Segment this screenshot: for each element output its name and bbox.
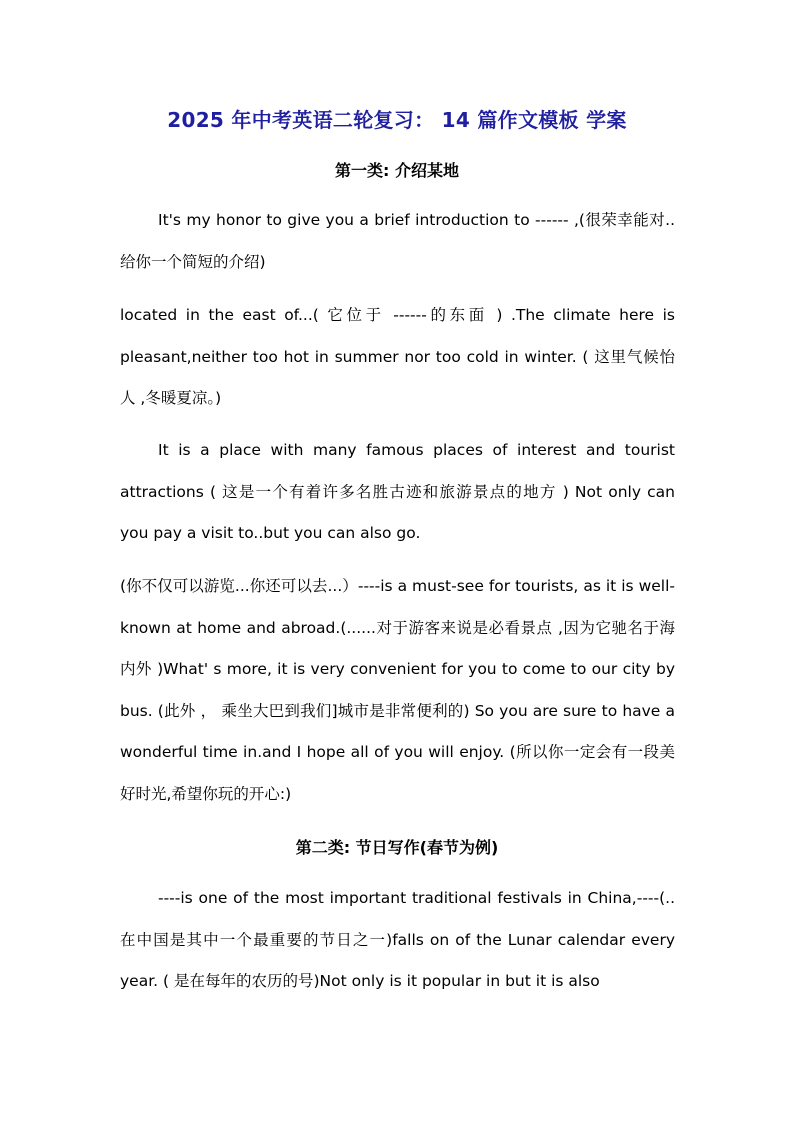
section-heading-1: 第一类: 介绍某地 (335, 161, 459, 180)
paragraph-1-4: (你不仅可以游览...你还可以去...）----is a must-see for tourists, as it is well-known at home and abroad.(......对于游客来说是必看景点 ,因为它驰名于海内外 )What' s more, it is very convenient for you to come to our city by bus. (此外 ， 乘坐大巴到我们]城市是非常便利的) So you are sure to have a wonderful time in.and I hope all of you will enjoy. (所以你一定会有一段美好时光,希望你玩的开心:) (120, 577, 675, 803)
paragraph-1-3: It is a place with many famous places of interest and tourist attractions ( 这是一个有着许多名胜古迹和旅游景点的地方 ) Not only can you pay a visit to..but you can also go. (120, 441, 675, 542)
paragraph-2-1: ----is one of the most important traditional festivals in China,----(..在中国是其中一个最重要的节日之一)falls on of the Lunar calendar every year. ( 是在每年的农历的号)Not only is it popular in but it is also (120, 889, 675, 990)
section-heading-2: 第二类: 节日写作(春节为例) (295, 838, 499, 857)
document-title: 2025 年中考英语二轮复习： 14 篇作文模板 学案 (167, 108, 627, 132)
paragraph-1-2: located in the east of...( 它位于 ------的东面 ) .The climate here is pleasant,neither too hot in summer nor too cold in winter. ( 这里气候怡人 ,冬暖夏凉。) (120, 306, 675, 407)
paragraph-1-1: It's my honor to give you a brief introduction to ------ ,(很荣幸能对..给你一个简短的介绍) (120, 211, 675, 271)
